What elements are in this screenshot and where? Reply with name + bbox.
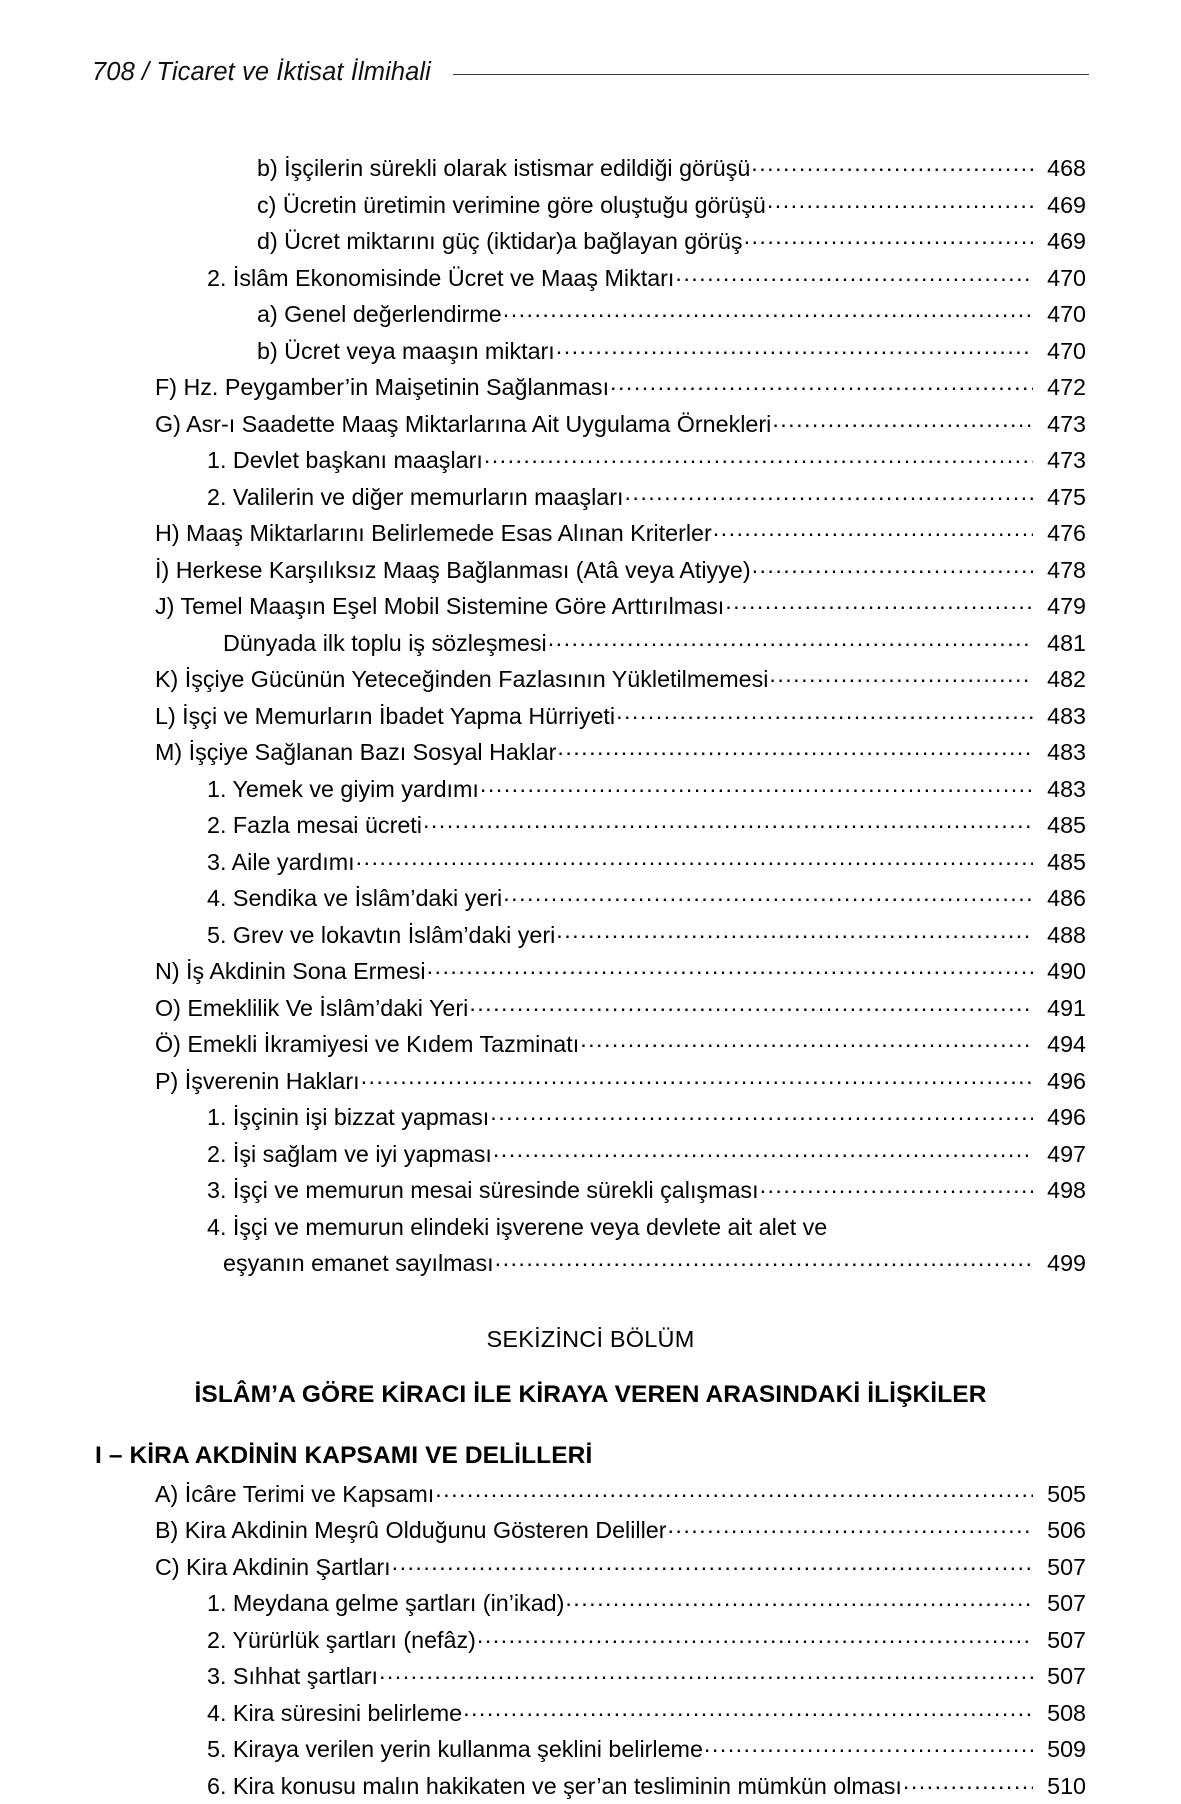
toc-entry-label: C) Kira Akdinin Şartları [155, 1549, 391, 1586]
toc-dot-leader [379, 1661, 1033, 1684]
toc-entries-lower [95, 1476, 1086, 1804]
chapter-heading-block [95, 1322, 1086, 1412]
toc-entry-page-number: 510 [1034, 1768, 1086, 1804]
toc-dot-leader [557, 737, 1033, 760]
toc-entry[interactable] [95, 1731, 1086, 1768]
toc-entry-label: b) Ücret veya maaşın miktarı [257, 333, 555, 370]
toc-dot-leader [480, 773, 1033, 796]
toc-entry[interactable] [95, 698, 1086, 735]
toc-dot-leader [493, 1138, 1033, 1161]
toc-entry-label: H) Maaş Miktarlarını Belirlemede Esas Alınan Kriterler [155, 515, 712, 552]
toc-entry[interactable] [95, 1549, 1086, 1586]
toc-dot-leader [435, 1478, 1033, 1501]
toc-entry[interactable] [95, 1476, 1086, 1513]
toc-entry[interactable] [95, 333, 1086, 370]
toc-dot-leader [361, 1065, 1033, 1088]
toc-entry-label: Dünyada ilk toplu iş sözleşmesi [223, 625, 547, 662]
toc-entry-page-number: 468 [1034, 150, 1086, 187]
toc-entry-page-number: 483 [1034, 698, 1086, 735]
toc-entry-label: F) Hz. Peygamber’in Maişetinin Sağlanması [155, 369, 609, 406]
toc-entry-page-number: 485 [1034, 844, 1086, 881]
chapter-kicker: SEKİZİNCİ BÖLÜM [95, 1322, 1086, 1356]
toc-dot-leader [565, 1588, 1033, 1611]
toc-entry-page-number: 507 [1034, 1658, 1086, 1695]
toc-dot-leader [548, 627, 1033, 650]
toc-entry[interactable] [95, 442, 1086, 479]
toc-dot-leader [580, 1029, 1033, 1052]
toc-dot-leader [667, 1515, 1033, 1538]
toc-entry-label: 6. Kira konusu malın hakikaten ve şer’an tesliminin mümkün olması [207, 1768, 902, 1804]
toc-entry[interactable] [95, 771, 1086, 808]
toc-entry-label: 2. İslâm Ekonomisinde Ücret ve Maaş Miktarı [207, 260, 674, 297]
toc-entry[interactable] [95, 917, 1086, 954]
toc-dot-leader [469, 992, 1033, 1015]
toc-entry[interactable] [95, 406, 1086, 443]
toc-dot-leader [760, 1175, 1033, 1198]
document-page [0, 52, 1181, 1705]
toc-entry-label: c) Ücretin üretimin verimine göre oluştuğu görüşü [257, 187, 766, 224]
table-of-contents [95, 150, 1086, 1804]
toc-dot-leader [769, 664, 1033, 687]
toc-entry[interactable] [95, 1658, 1086, 1695]
toc-entry[interactable] [95, 661, 1086, 698]
toc-entry-page-number: 507 [1034, 1585, 1086, 1622]
toc-entry-label: 1. Devlet başkanı maaşları [207, 442, 483, 479]
toc-dot-leader [744, 226, 1033, 249]
toc-entry-label: J) Temel Maaşın Eşel Mobil Sistemine Göre Arttırılması [155, 588, 724, 625]
toc-entry-page-number: 485 [1034, 807, 1086, 844]
toc-entry-page-number: 507 [1034, 1622, 1086, 1659]
toc-entry-label: 1. Yemek ve giyim yardımı [207, 771, 479, 808]
toc-dot-leader [828, 1211, 1033, 1234]
toc-dot-leader [903, 1770, 1033, 1793]
toc-entry-page-number: 479 [1034, 588, 1086, 625]
toc-entry[interactable] [95, 479, 1086, 516]
toc-entry[interactable] [95, 953, 1086, 990]
toc-entry-label: 4. İşçi ve memurun elindeki işverene veya devlete ait alet ve [207, 1209, 827, 1246]
toc-entry-label: İ) Herkese Karşılıksız Maaş Bağlanması (Atâ veya Atiyye) [155, 552, 751, 589]
toc-dot-leader [490, 1102, 1033, 1125]
toc-entry-page-number: 499 [1034, 1245, 1086, 1282]
toc-entry-label: 3. İşçi ve memurun mesai süresinde sürekli çalışması [207, 1172, 759, 1209]
toc-dot-leader [616, 700, 1033, 723]
toc-entry[interactable] [95, 1063, 1086, 1100]
toc-dot-leader [503, 883, 1033, 906]
toc-entries-upper [95, 150, 1086, 1282]
toc-entry-page-number: 472 [1034, 369, 1086, 406]
toc-entry[interactable] [95, 552, 1086, 589]
toc-entry[interactable] [95, 1099, 1086, 1136]
toc-dot-leader [751, 153, 1033, 176]
toc-dot-leader [624, 481, 1033, 504]
toc-entry-page-number: 473 [1034, 406, 1086, 443]
toc-entry[interactable] [95, 1026, 1086, 1063]
toc-entry[interactable] [95, 990, 1086, 1027]
toc-entry-page-number: 507 [1034, 1549, 1086, 1586]
toc-entry[interactable] [95, 1768, 1086, 1804]
toc-entry-label: 3. Sıhhat şartları [207, 1658, 378, 1695]
toc-entry-page-number: 488 [1034, 917, 1086, 954]
toc-dot-leader [610, 372, 1033, 395]
toc-entry-label: M) İşçiye Sağlanan Bazı Sosyal Haklar [155, 734, 556, 771]
toc-entry[interactable] [95, 807, 1086, 844]
toc-entry-label: 1. Meydana gelme şartları (in’ikad) [207, 1585, 564, 1622]
toc-dot-leader [495, 1248, 1033, 1271]
toc-entry-page-number: 491 [1034, 990, 1086, 1027]
toc-dot-leader [503, 299, 1033, 322]
toc-entry[interactable] [95, 515, 1086, 552]
toc-dot-leader [556, 919, 1033, 942]
toc-entry-page-number: 505 [1034, 1476, 1086, 1513]
toc-entry[interactable] [95, 1585, 1086, 1622]
toc-entry-page-number: 478 [1034, 552, 1086, 589]
toc-entry[interactable] [95, 150, 1086, 187]
toc-dot-leader [767, 189, 1033, 212]
toc-entry-label: A) İcâre Terimi ve Kapsamı [155, 1476, 434, 1513]
toc-entry-page-number: 509 [1034, 1731, 1086, 1768]
toc-entry[interactable] [95, 1172, 1086, 1209]
toc-entry-page-number: 481 [1034, 625, 1086, 662]
toc-entry-label: 5. Grev ve lokavtın İslâm’daki yeri [207, 917, 555, 954]
toc-entry-page-number: 508 [1034, 1695, 1086, 1732]
toc-dot-leader [556, 335, 1033, 358]
toc-entry[interactable] [95, 734, 1086, 771]
section-heading: I – KİRA AKDİNİN KAPSAMI VE DELİLLERİ [95, 1442, 1086, 1470]
toc-entry[interactable] [95, 588, 1086, 625]
toc-dot-leader [484, 445, 1033, 468]
toc-entry-label: 4. Sendika ve İslâm’daki yeri [207, 880, 502, 917]
toc-entry-page-number: 490 [1034, 953, 1086, 990]
toc-entry-label: 2. Fazla mesai ücreti [207, 807, 422, 844]
toc-entry-label: P) İşverenin Hakları [155, 1063, 360, 1100]
toc-entry-label: d) Ücret miktarını güç (iktidar)a bağlayan görüş [257, 223, 743, 260]
toc-entry[interactable] [95, 1512, 1086, 1549]
toc-entry[interactable] [95, 880, 1086, 917]
toc-entry-label: G) Asr-ı Saadette Maaş Miktarlarına Ait Uygulama Örnekleri [155, 406, 771, 443]
toc-entry-label: 1. İşçinin işi bizzat yapması [207, 1099, 489, 1136]
toc-entry-page-number: 473 [1034, 442, 1086, 479]
toc-dot-leader [463, 1697, 1033, 1720]
toc-entry[interactable] [95, 844, 1086, 881]
toc-entry[interactable] [95, 1136, 1086, 1173]
toc-entry-label: eşyanın emanet sayılması [223, 1245, 494, 1282]
toc-entry-page-number: 470 [1034, 333, 1086, 370]
toc-entry-page-number: 469 [1034, 223, 1086, 260]
toc-entry[interactable] [95, 187, 1086, 224]
toc-entry-page-number: 469 [1034, 187, 1086, 224]
toc-entry-label: a) Genel değerlendirme [257, 296, 502, 333]
toc-entry[interactable] [95, 625, 1086, 662]
toc-entry[interactable] [95, 1209, 1086, 1246]
toc-entry-page-number: 498 [1034, 1172, 1086, 1209]
toc-entry-page-number: 476 [1034, 515, 1086, 552]
running-header [92, 52, 1089, 92]
toc-entry-label: K) İşçiye Gücünün Yeteceğinden Fazlasının Yükletilmemesi [155, 661, 768, 698]
toc-entry-page-number: 470 [1034, 296, 1086, 333]
toc-entry-page-number: 496 [1034, 1099, 1086, 1136]
toc-entry-page-number: 483 [1034, 771, 1086, 808]
toc-dot-leader [772, 408, 1033, 431]
toc-entry-page-number: 470 [1034, 260, 1086, 297]
toc-entry-label: 5. Kiraya verilen yerin kullanma şeklini belirleme [207, 1731, 703, 1768]
toc-entry[interactable] [95, 223, 1086, 260]
toc-entry-label: b) İşçilerin sürekli olarak istismar edildiği görüşü [257, 150, 750, 187]
toc-entry-label: Ö) Emekli İkramiyesi ve Kıdem Tazminatı [155, 1026, 579, 1063]
toc-entry-label: 2. Valilerin ve diğer memurların maaşları [207, 479, 623, 516]
toc-dot-leader [392, 1551, 1033, 1574]
header-rule [453, 74, 1089, 75]
toc-entry-label: 4. Kira süresini belirleme [207, 1695, 462, 1732]
toc-entry[interactable] [95, 296, 1086, 333]
toc-dot-leader [675, 262, 1033, 285]
toc-entry[interactable] [95, 369, 1086, 406]
toc-entry-page-number: 506 [1034, 1512, 1086, 1549]
toc-dot-leader [356, 846, 1033, 869]
toc-entry-label: 2. İşi sağlam ve iyi yapması [207, 1136, 492, 1173]
running-header-text: 708 / Ticaret ve İktisat İlmihali [92, 58, 431, 87]
toc-entry-page-number: 475 [1034, 479, 1086, 516]
toc-entry-label: N) İş Akdinin Sona Ermesi [155, 953, 426, 990]
toc-entry[interactable] [95, 1245, 1086, 1282]
toc-entry-page-number: 494 [1034, 1026, 1086, 1063]
toc-dot-leader [704, 1734, 1033, 1757]
toc-dot-leader [423, 810, 1033, 833]
toc-dot-leader [713, 518, 1033, 541]
toc-dot-leader [752, 554, 1033, 577]
toc-entry-label: B) Kira Akdinin Meşrû Olduğunu Gösteren Deliller [155, 1512, 666, 1549]
toc-dot-leader [427, 956, 1033, 979]
toc-entry[interactable] [95, 260, 1086, 297]
toc-entry-page-number: 496 [1034, 1063, 1086, 1100]
toc-entry-page-number: 486 [1034, 880, 1086, 917]
toc-entry-label: 3. Aile yardımı [207, 844, 355, 881]
toc-dot-leader [725, 591, 1033, 614]
toc-entry-page-number: 482 [1034, 661, 1086, 698]
chapter-title: İSLÂM’A GÖRE KİRACI İLE KİRAYA VEREN ARASINDAKİ İLİŞKİLER [95, 1378, 1086, 1412]
toc-dot-leader [477, 1624, 1033, 1647]
toc-entry[interactable] [95, 1695, 1086, 1732]
toc-entry-label: O) Emeklilik Ve İslâm’daki Yeri [155, 990, 468, 1027]
toc-entry-label: 2. Yürürlük şartları (nefâz) [207, 1622, 476, 1659]
toc-entry-label: L) İşçi ve Memurların İbadet Yapma Hürriyeti [155, 698, 615, 735]
toc-entry-page-number: 483 [1034, 734, 1086, 771]
toc-entry-page-number: 497 [1034, 1136, 1086, 1173]
